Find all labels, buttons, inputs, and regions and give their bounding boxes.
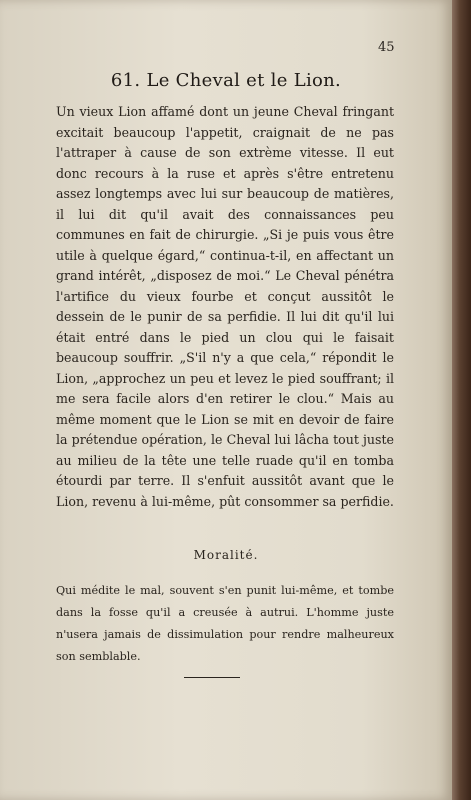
page-number: 45 [378,40,395,55]
closing-rule [184,677,240,678]
moral-heading: Moralité. [193,548,259,562]
book-edge [452,0,471,800]
body-paragraph: Un vieux Lion affamé dont un jeune Cheval fringant excitait beaucoup l'appetit, craignait de ne pas l'attraper à cause de son extrème vitesse. Il eut donc recours à la ruse et après s'être entretenu assez longtemps avec lui sur beaucoup de matières, il lui dit qu'il avait des connaissances peu communes en fait de chirurgie. „Si je puis vous être utile à quelque égard,“ continua-t-il, en affectant un grand intérêt, „disposez de moi.“ Le Cheval pénétra l'artifice du vieux fourbe et conçut aussitôt le dessein de le punir de sa perfidie. Il lui dit qu'il lui était entré dans le pied un clou qui le faisait beaucoup souffrir. „S'il n'y a que cela,“ répondit le Lion, „approchez un peu et levez le pied souffrant; il me sera facile alors d'en retirer le clou.“ Mais au même moment que le Lion se mit en devoir de faire la prétendue opération, le Cheval lui lâcha tout juste au milieu de la tête une telle ruade qu'il en tomba étourdi par terre. Il s'enfuit aussitôt avant que le Lion, revenu à lui-même, pût consommer sa perfidie. [56,104,394,509]
fable-title: 61. Le Cheval et le Lion. [110,70,342,91]
fable-body [56,102,394,512]
moral-section [56,580,394,668]
moral-paragraph: Qui médite le mal, souvent s'en punit lui-même, et tombe dans la fosse qu'il a creusée à autrui. L'homme juste n'usera jamais de dissimulation pour rendre malheureux son semblable. [56,584,394,663]
